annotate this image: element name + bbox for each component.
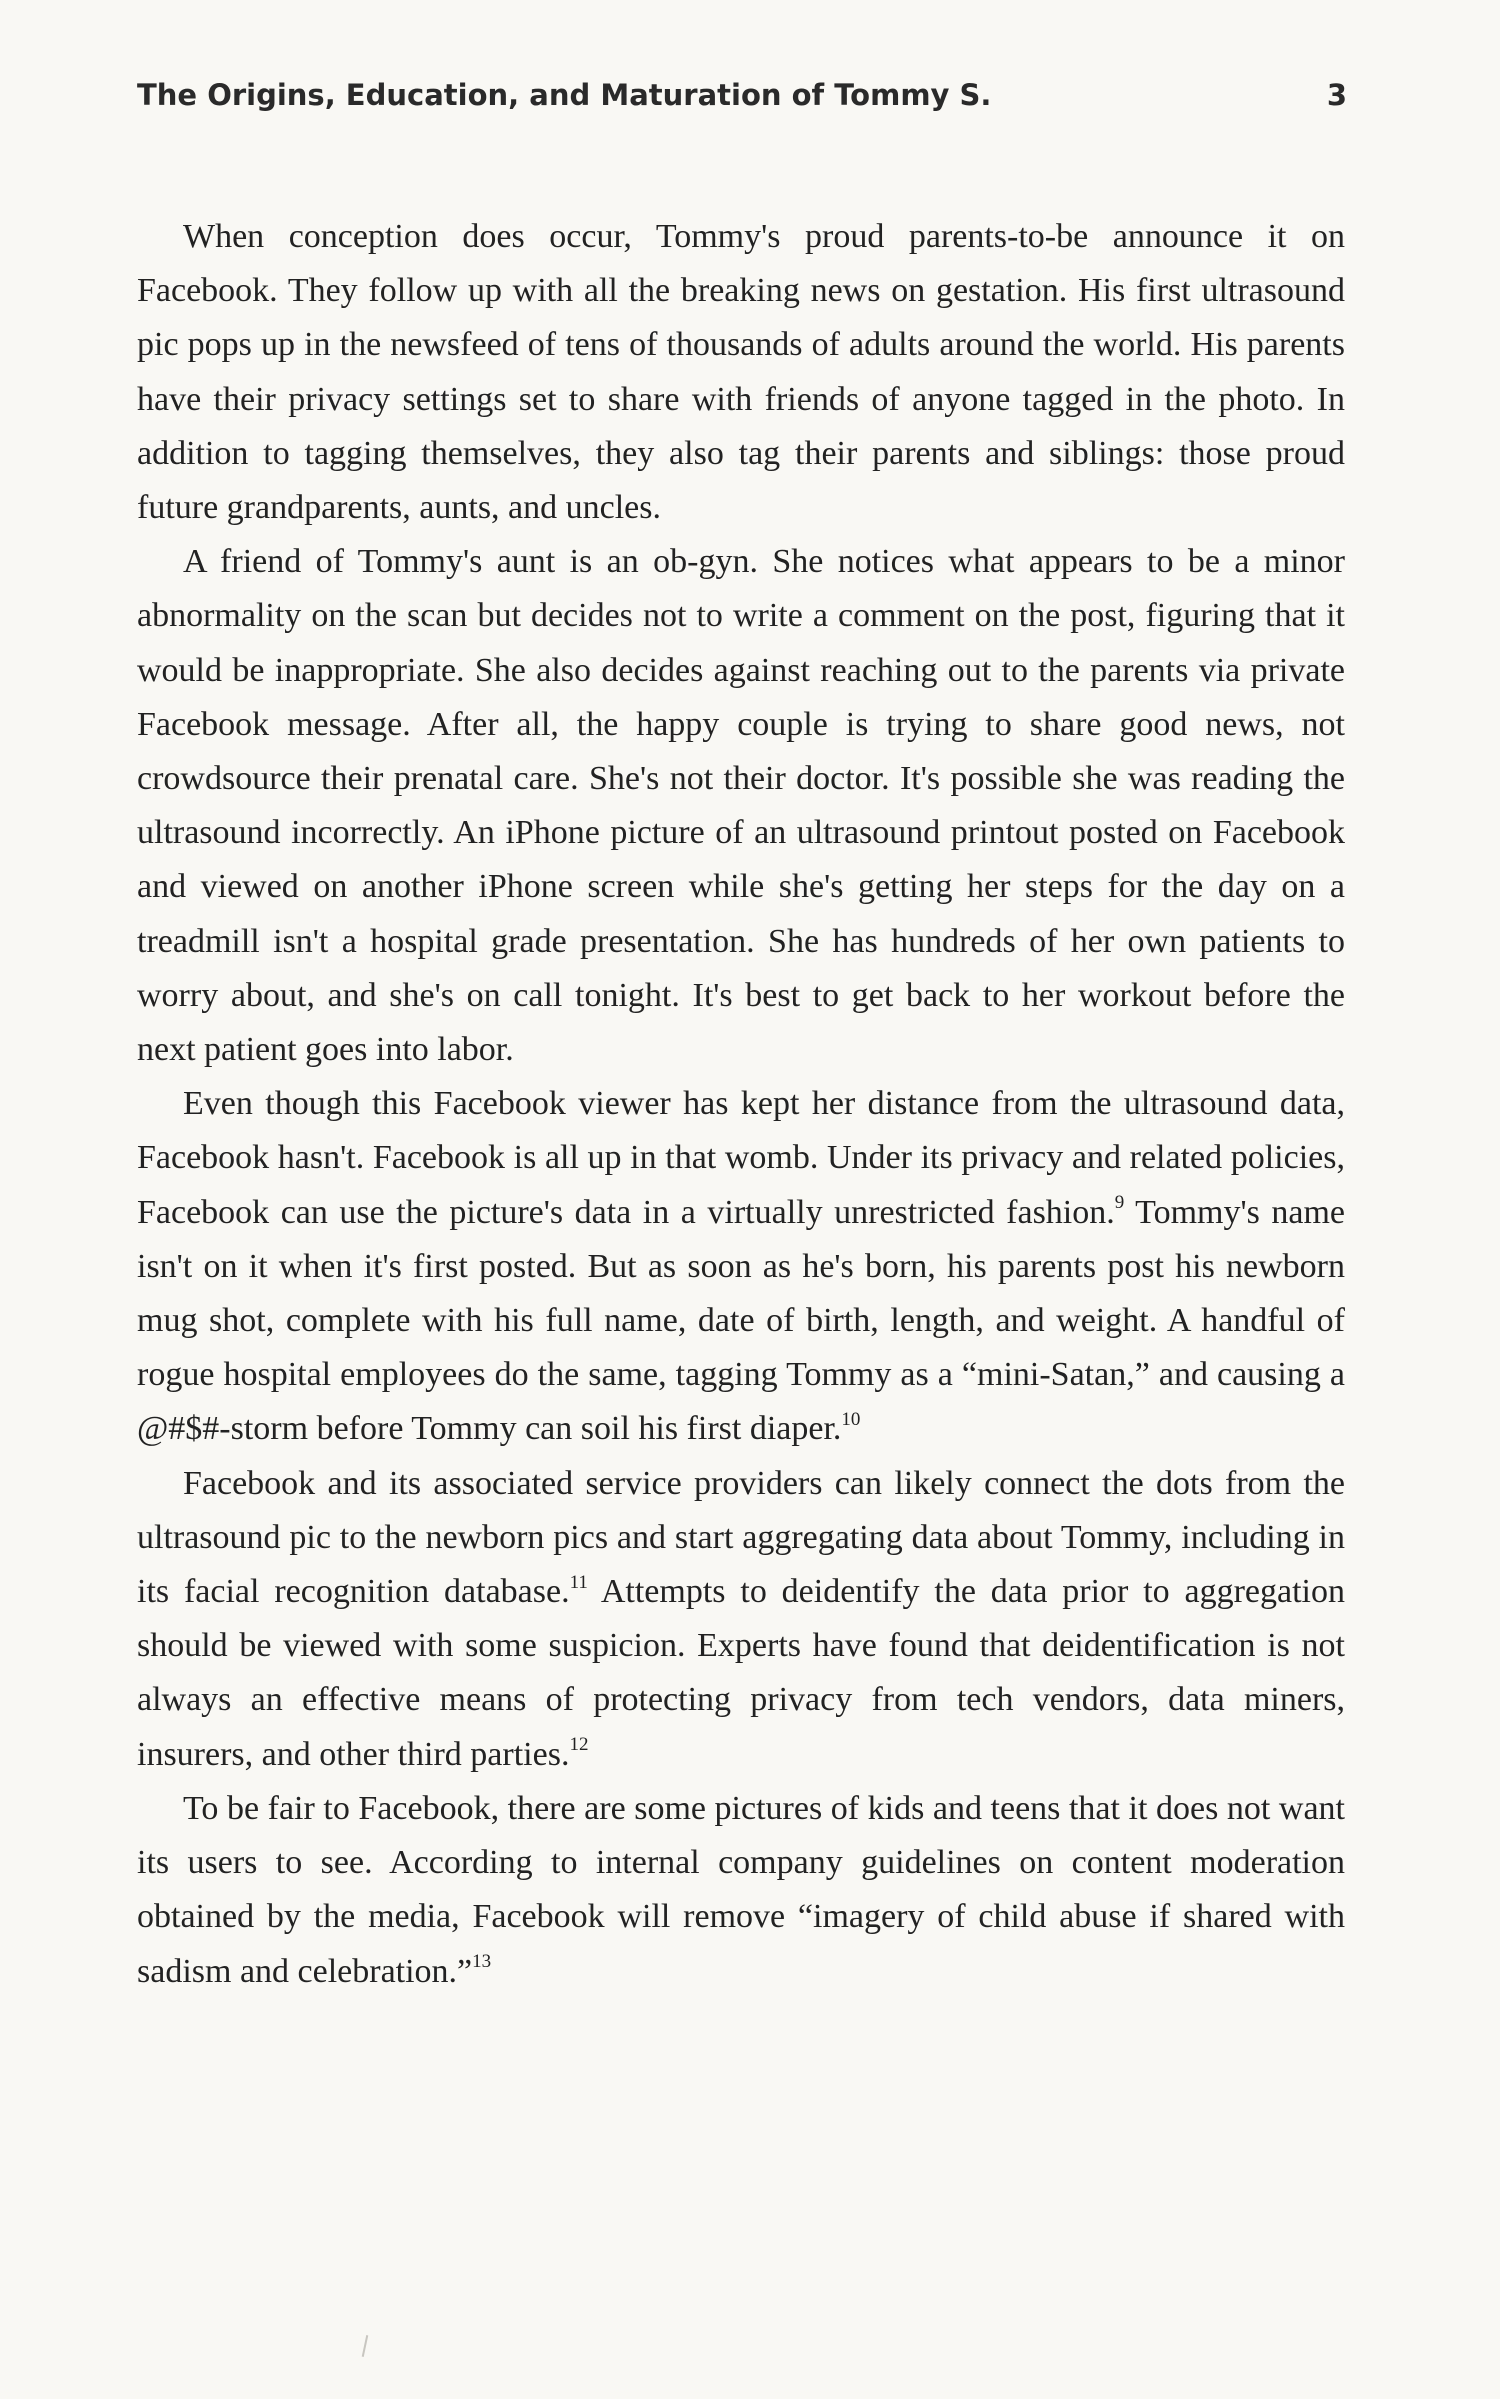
page-number: 3 xyxy=(1326,78,1347,112)
scan-speck xyxy=(362,2335,369,2357)
paragraph xyxy=(137,1457,1345,1782)
text-run: Even though this Facebook viewer has kept her distance from the ultrasound data, Facebook hasn't. Facebook is all up in that womb. Under its privacy and related policies, Facebook can use the picture's data in a virtually unrestricted fashion. xyxy=(137,1085,1345,1231)
text-run: When conception does occur, Tommy's proud parents-to-be announce it on Facebook. They follow up with all the breaking news on gestation. His first ultrasound pic pops up in the newsfeed of tens of thousands of adults around the world. His parents have their privacy settings set to share with friends of anyone tagged in the photo. In addition to tagging themselves, they also tag their parents and siblings: those proud future grandparents, aunts, and uncles. xyxy=(137,218,1345,527)
text-run: Attempts to deidentify the data prior to aggregation should be viewed with some suspicion. Experts have found that deidentification is not always an effective means of protecting privacy from tech vendors, data miners, insurers, and other third parties. xyxy=(137,1573,1346,1773)
footnote-ref-13: 13 xyxy=(472,1951,492,1973)
footnote-ref-10: 10 xyxy=(841,1409,861,1431)
footnote-ref-11: 11 xyxy=(569,1571,588,1593)
text-run: Tommy's name isn't on it when it's first posted. But as soon as he's born, his parents post his newborn mug shot, complete with his full name, date of birth, length, and weight. A handful of rogue hospital employees do the same, tagging Tommy as a “mini-Satan,” and causing a @#$#-storm before Tommy can soil his first diaper. xyxy=(137,1193,1345,1448)
paragraph xyxy=(137,210,1345,535)
running-head xyxy=(137,74,1347,120)
body-text xyxy=(137,210,1345,1999)
paragraph xyxy=(137,535,1345,1077)
paragraph xyxy=(137,1782,1345,1999)
footnote-ref-9: 9 xyxy=(1114,1192,1125,1214)
footnote-ref-12: 12 xyxy=(569,1734,589,1756)
text-run: To be fair to Facebook, there are some pictures of kids and teens that it does not want its users to see. According to internal company guidelines on content moderation obtained by the media, Facebook will remove “imagery of child abuse if shared with sadism and celebration.” xyxy=(137,1789,1345,1990)
text-run: Facebook and its associated service providers can likely connect the dots from the ultrasound pic to the newborn pics and start aggregating data about Tommy, including in its facial recognition database. xyxy=(137,1464,1345,1611)
paragraph xyxy=(137,1077,1345,1456)
text-run: A friend of Tommy's aunt is an ob-gyn. She notices what appears to be a minor abnormality on the scan but decides not to write a comment on the post, figuring that it would be inappropriate. She also decides against reaching out to the parents via private Facebook message. After all, the happy couple is trying to share good news, not crowdsource their prenatal care. She's not their doctor. It's possible she was reading the ultrasound incorrectly. An iPhone picture of an ultrasound printout posted on Facebook and viewed on another iPhone screen while she's getting her steps for the day on a treadmill isn't a hospital grade presentation. She has hundreds of her own patients to worry about, and she's on call tonight. It's best to get back to her workout before the next patient goes into labor. xyxy=(137,543,1345,1069)
running-title: The Origins, Education, and Maturation of Tommy S. xyxy=(137,78,992,112)
